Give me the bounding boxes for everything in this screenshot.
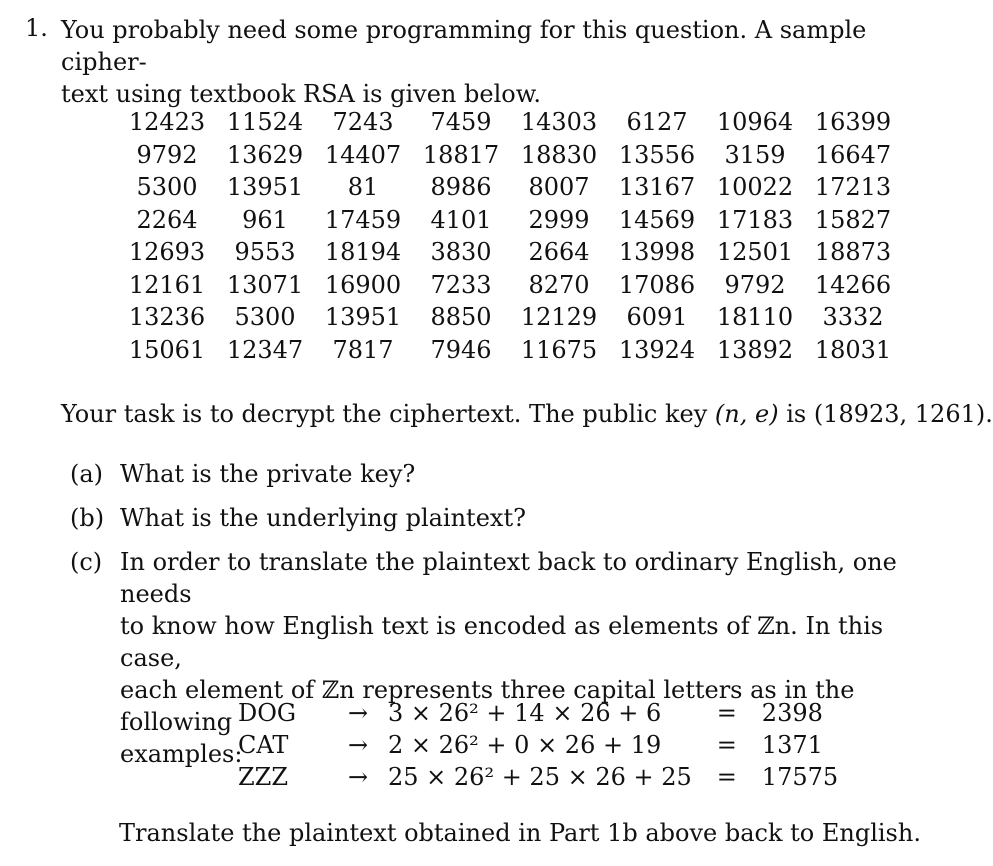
cipher-value: 961: [242, 205, 288, 234]
cipher-row: [118, 204, 902, 237]
question-intro: [61, 14, 941, 110]
part-c-line-4: examples:: [120, 740, 243, 768]
equals-sign: =: [716, 699, 737, 727]
cipher-value: 6127: [626, 108, 688, 137]
cipher-value: 13167: [618, 173, 696, 202]
cipher-value: 16399: [814, 108, 892, 137]
cipher-value: 18830: [520, 140, 598, 169]
cipher-value: 18110: [716, 303, 794, 332]
cipher-value: 3332: [822, 303, 884, 332]
ciphertext-table: [118, 106, 902, 366]
cipher-value: 5300: [234, 303, 296, 332]
cipher-value: 10964: [716, 108, 794, 137]
cipher-value: 9792: [724, 270, 786, 299]
cipher-value: 2264: [136, 205, 198, 234]
example-value: 17575: [761, 763, 839, 791]
cipher-value: 17459: [324, 205, 402, 234]
example-expression: 3 × 26² + 14 × 26 + 6: [388, 699, 662, 727]
part-a: [70, 458, 950, 490]
cipher-value: 2664: [528, 238, 590, 267]
arrow-icon: →: [347, 699, 369, 727]
cipher-value: 13071: [226, 270, 304, 299]
cipher-value: 13236: [128, 303, 206, 332]
cipher-value: 11675: [520, 335, 598, 364]
arrow-icon: →: [347, 731, 369, 759]
cipher-value: 12501: [716, 238, 794, 267]
part-c-line-3: each element of ℤn represents three capital letters as in the following: [120, 676, 855, 736]
part-c-label: (c): [70, 548, 103, 576]
encoding-row: [230, 761, 862, 793]
cipher-value: 13924: [618, 335, 696, 364]
cipher-value: 14569: [618, 205, 696, 234]
part-c-line-2: to know how English text is encoded as elements of ℤn. In this case,: [120, 612, 884, 672]
cipher-value: 7243: [332, 108, 394, 137]
equals-sign: =: [716, 763, 737, 791]
cipher-value: 10022: [716, 173, 794, 202]
cipher-value: 13951: [226, 173, 304, 202]
part-b-label: (b): [70, 504, 105, 532]
part-a-text: What is the private key?: [120, 460, 416, 488]
cipher-value: 17086: [618, 270, 696, 299]
example-word: DOG: [238, 699, 297, 727]
cipher-value: 18873: [814, 238, 892, 267]
cipher-value: 12693: [128, 238, 206, 267]
equals-sign: =: [716, 731, 737, 759]
example-word: ZZZ: [238, 763, 289, 791]
cipher-row: [118, 171, 902, 204]
cipher-row: [118, 334, 902, 367]
cipher-value: 18031: [814, 335, 892, 364]
part-b-text: What is the underlying plaintext?: [120, 504, 526, 532]
cipher-value: 9553: [234, 238, 296, 267]
public-key-symbol: (n, e): [714, 400, 779, 428]
cipher-value: 13556: [618, 140, 696, 169]
cipher-value: 18194: [324, 238, 402, 267]
cipher-value: 12129: [520, 303, 598, 332]
cipher-value: 8270: [528, 270, 590, 299]
cipher-value: 2999: [528, 205, 590, 234]
cipher-value: 15827: [814, 205, 892, 234]
cipher-value: 13892: [716, 335, 794, 364]
cipher-value: 8007: [528, 173, 590, 202]
task-statement: [61, 400, 993, 428]
cipher-value: 14407: [324, 140, 402, 169]
cipher-value: 12423: [128, 108, 206, 137]
cipher-value: 17213: [814, 173, 892, 202]
part-b: [70, 502, 950, 534]
cipher-row: [118, 301, 902, 334]
cipher-value: 4101: [430, 205, 492, 234]
cipher-value: 13629: [226, 140, 304, 169]
cipher-value: 13951: [324, 303, 402, 332]
arrow-icon: →: [347, 763, 369, 791]
cipher-value: 18817: [422, 140, 500, 169]
task-middle: is: [778, 400, 814, 428]
task-prefix: Your task is to decrypt the ciphertext. The public key: [61, 400, 715, 428]
part-c-line-1: In order to translate the plaintext back to ordinary English, one needs: [120, 548, 897, 608]
encoding-row: [230, 729, 862, 761]
cipher-value: 15061: [128, 335, 206, 364]
task-suffix: .: [985, 400, 993, 428]
intro-line-2: text using textbook RSA is given below.: [61, 80, 542, 108]
encoding-row: [230, 697, 862, 729]
example-value: 1371: [761, 731, 823, 759]
example-word: CAT: [238, 731, 289, 759]
cipher-value: 8986: [430, 173, 492, 202]
cipher-value: 3159: [724, 140, 786, 169]
example-expression: 2 × 26² + 0 × 26 + 19: [388, 731, 662, 759]
encoding-examples: [230, 697, 862, 793]
cipher-value: 14303: [520, 108, 598, 137]
cipher-value: 3830: [430, 238, 492, 267]
cipher-value: 7817: [332, 335, 394, 364]
final-instruction: Translate the plaintext obtained in Part 1b above back to English.: [119, 819, 921, 847]
cipher-value: 16900: [324, 270, 402, 299]
cipher-value: 16647: [814, 140, 892, 169]
cipher-value: 81: [347, 173, 379, 202]
cipher-value: 6091: [626, 303, 688, 332]
cipher-value: 9792: [136, 140, 198, 169]
cipher-value: 8850: [430, 303, 492, 332]
cipher-value: 13998: [618, 238, 696, 267]
example-expression: 25 × 26² + 25 × 26 + 25: [388, 763, 692, 791]
cipher-value: 7946: [430, 335, 492, 364]
cipher-value: 14266: [814, 270, 892, 299]
cipher-row: [118, 139, 902, 172]
intro-line-1: You probably need some programming for this question. A sample cipher-: [61, 16, 867, 76]
cipher-value: 11524: [226, 108, 304, 137]
cipher-value: 17183: [716, 205, 794, 234]
example-value: 2398: [761, 699, 823, 727]
cipher-row: [118, 236, 902, 269]
part-a-label: (a): [70, 460, 104, 488]
cipher-value: 7233: [430, 270, 492, 299]
cipher-row: [118, 106, 902, 139]
public-key-value: (18923, 1261): [813, 400, 986, 428]
cipher-value: 12161: [128, 270, 206, 299]
cipher-value: 12347: [226, 335, 304, 364]
cipher-value: 7459: [430, 108, 492, 137]
question-number: 1.: [25, 14, 48, 42]
cipher-value: 5300: [136, 173, 198, 202]
cipher-row: [118, 269, 902, 302]
